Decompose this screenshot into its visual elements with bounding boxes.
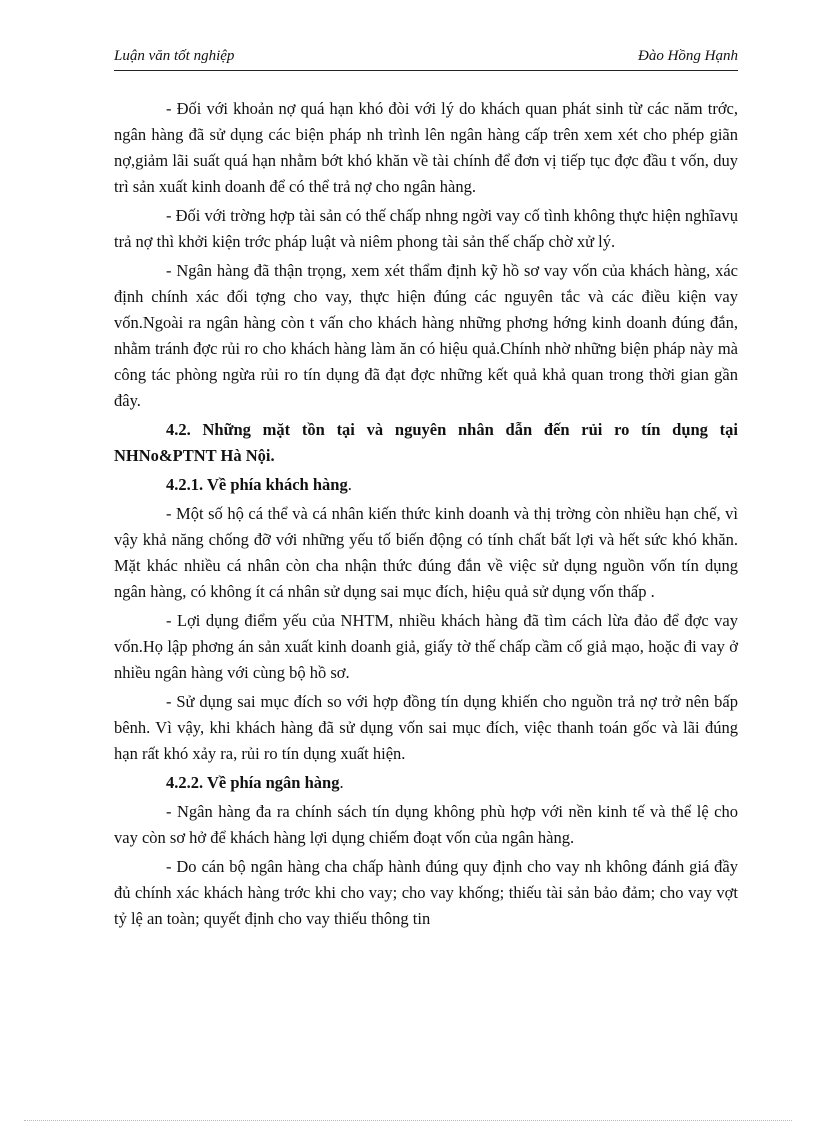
header-author-name: Đào Hồng Hạnh (638, 48, 738, 64)
paragraph-customer-knowledge: - Một số hộ cá thể và cá nhân kiến thức kinh doanh và thị trờng còn nhiều hạn chế, vì vậy khả năng chống đỡ với những yếu tố biến động có tính chất bất lợi và hết sức khó khăn. Mặt khác nhiều cá nhân còn cha nhận thức đúng đắn về việc sử dụng nguồn vốn tín dụng ngân hàng, có không ít cá nhân sử dụng sai mục đích, hiệu quả sử dụng vốn thấp . (114, 504, 738, 601)
paragraph-overdue-debt: - Đối với khoản nợ quá hạn khó đòi với lý do khách quan phát sinh từ các năm trớc, ngân hàng đã sử dụng các biện pháp nh trình lên ngân hàng cấp trên xem xét cho phép giãn nợ,giảm lãi suất quá hạn nhằm bớt khó khăn về tài chính để đơn vị tiếp tục đợc đầu t vốn, duy trì sản xuất kinh doanh để có thể trả nợ cho ngân hàng. (114, 99, 738, 196)
subsection-heading-4-2-2 (114, 770, 738, 796)
subsection-heading-4-2-1 (114, 472, 738, 498)
document-body (114, 96, 738, 935)
paragraph-misuse-of-funds: - Sử dụng sai mục đích so với hợp đồng tín dụng khiến cho nguồn trả nợ trở nên bấp bênh. Vì vậy, khi khách hàng đã sử dụng vốn sai mục đích, việc thanh toán gốc và lãi đúng hạn rất khó xảy ra, rủi ro tín dụng xuất hiện. (114, 692, 738, 763)
section-heading-4-2: 4.2. Những mặt tồn tại và nguyên nhân dẫn đến rủi ro tín dụng tại NHNo&PTNT Hà Nội. (114, 420, 738, 465)
paragraph-careful-appraisal: - Ngân hàng đã thận trọng, xem xét thẩm định kỹ hồ sơ vay vốn của khách hàng, xác định chính xác đối tợng cho vay, thực hiện đúng các nguyên tắc và các điều kiện vay vốn.Ngoài ra ngân hàng còn t vấn cho khách hàng những phơng hớng kinh doanh đúng đắn, nhằm tránh đợc rủi ro cho khách hàng làm ăn có hiệu quả.Chính nhờ những biện pháp này mà công tác phòng ngừa rủi ro tín dụng đã đạt đợc những kết quả khả quan trong thời gian gần đây. (114, 261, 738, 410)
subsection-heading-4-2-2-text: 4.2.2. Về phía ngân hàng (166, 773, 340, 792)
page-header (114, 46, 738, 71)
subsection-heading-4-2-1-text: 4.2.1. Về phía khách hàng (166, 475, 348, 494)
paragraph-credit-policy: - Ngân hàng đa ra chính sách tín dụng không phù hợp với nền kinh tế và thể lệ cho vay còn sơ hở để khách hàng lợi dụng chiếm đoạt vốn của ngân hàng. (114, 802, 738, 847)
page-bottom-rule (24, 1120, 792, 1121)
paragraph-customer-fraud: - Lợi dụng điểm yếu của NHTM, nhiều khách hàng đã tìm cách lừa đảo để đợc vay vốn.Họ lập phơng án sản xuất kinh doanh giả, giấy tờ thế chấp cầm cố giả mạo, hoặc đi vay ở nhiều ngân hàng với cùng bộ hồ sơ. (114, 611, 738, 682)
subsection-heading-4-2-1-period: . (347, 475, 352, 494)
paragraph-staff-compliance: - Do cán bộ ngân hàng cha chấp hành đúng quy định cho vay nh không đánh giá đầy đủ chính xác khách hàng trớc khi cho vay; cho vay khống; thiếu tài sản bảo đảm; cho vay vợt tỷ lệ an toàn; quyết định cho vay thiếu thông tin (114, 857, 738, 928)
header-thesis-label: Luận văn tốt nghiệp (114, 48, 235, 64)
subsection-heading-4-2-2-period: . (339, 773, 344, 792)
paragraph-collateral: - Đối với trờng hợp tài sản có thế chấp nhng ngời vay cố tình không thực hiện nghĩavụ trả nợ thì khởi kiện trớc pháp luật và niêm phong tài sản thế chấp chờ xử lý. (114, 206, 738, 251)
